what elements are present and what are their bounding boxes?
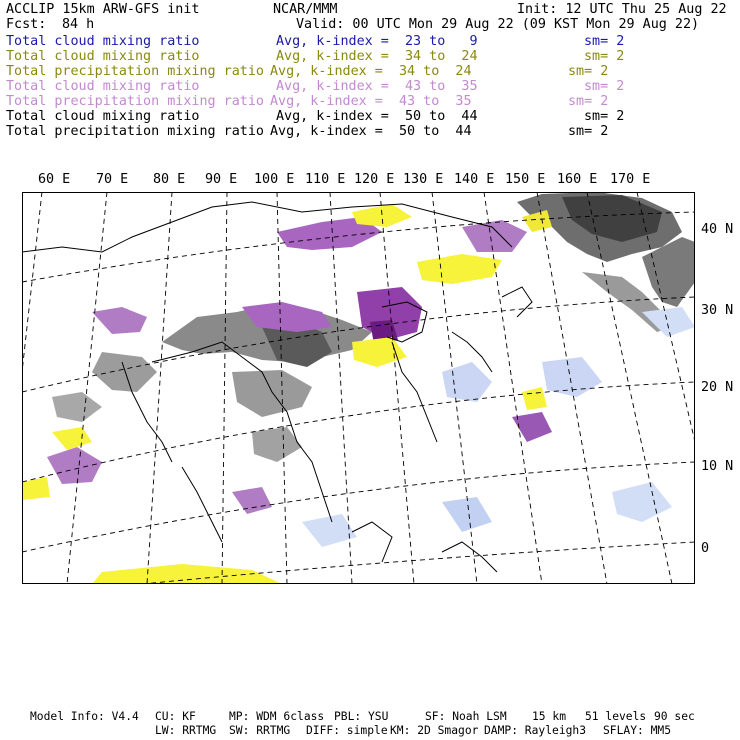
legend-row <box>6 94 734 109</box>
lon-label: 120 E <box>354 172 395 187</box>
footer-item: SW: RRTMG <box>229 724 291 737</box>
lon-label: 100 E <box>254 172 295 187</box>
organization-label: NCAR/MMM <box>273 2 338 17</box>
lat-label: 10 N <box>701 459 734 474</box>
legend-sm: sm= 2 <box>584 34 625 49</box>
lon-label: 90 E <box>205 172 238 187</box>
footer-item: LW: RRTMG <box>155 724 217 737</box>
forecast-label: Fcst: <box>6 17 47 32</box>
forecast-hour: 84 h <box>62 17 95 32</box>
legend-avg: Avg, k-index = 43 to 35 <box>270 94 472 109</box>
legend-row <box>6 124 734 139</box>
forecast-map <box>22 192 695 584</box>
legend-avg: Avg, k-index = 50 to 44 <box>276 109 478 124</box>
legend-sm: sm= 2 <box>568 124 609 139</box>
footer-item: DAMP: Rayleigh3 <box>484 724 587 737</box>
lon-label: 130 E <box>403 172 444 187</box>
footer-item: PBL: YSU <box>334 710 389 723</box>
legend-row <box>6 109 734 124</box>
footer-item: 15 km <box>532 710 567 723</box>
lon-label: 60 E <box>38 172 71 187</box>
lon-label: 140 E <box>454 172 495 187</box>
legend-field: Total cloud mixing ratio <box>6 109 200 124</box>
footer-item: KM: 2D Smagor <box>390 724 479 737</box>
lon-label: 160 E <box>557 172 598 187</box>
lat-label: 30 N <box>701 303 734 318</box>
footer-item: MP: WDM 6class <box>229 710 325 723</box>
model-title: ACCLIP 15km ARW-GFS init <box>6 2 200 17</box>
legend-row <box>6 49 734 64</box>
footer-item: CU: KF <box>155 710 196 723</box>
legend-field: Total cloud mixing ratio <box>6 49 200 64</box>
legend-avg: Avg, k-index = 43 to 35 <box>276 79 478 94</box>
legend-avg: Avg, k-index = 50 to 44 <box>270 124 472 139</box>
legend-field: Total precipitation mixing ratio <box>6 64 264 79</box>
lon-label: 110 E <box>305 172 346 187</box>
legend-field: Total precipitation mixing ratio <box>6 124 264 139</box>
lon-label: 80 E <box>153 172 186 187</box>
legend-sm: sm= 2 <box>568 64 609 79</box>
footer-item: DIFF: simple <box>306 724 388 737</box>
footer-item: SF: Noah LSM <box>425 710 507 723</box>
footer-item: 90 sec <box>654 710 695 723</box>
footer-item: 51 levels <box>585 710 647 723</box>
lon-label: 70 E <box>96 172 129 187</box>
init-time: Init: 12 UTC Thu 25 Aug 22 <box>517 2 727 17</box>
legend-row <box>6 64 734 79</box>
legend-sm: sm= 2 <box>584 79 625 94</box>
legend-sm: sm= 2 <box>568 94 609 109</box>
valid-time: Valid: 00 UTC Mon 29 Aug 22 (09 KST Mon 29 Aug 22) <box>296 17 700 32</box>
lat-label: 40 N <box>701 222 734 237</box>
legend-avg: Avg, k-index = 34 to 24 <box>276 49 478 64</box>
legend-sm: sm= 2 <box>584 49 625 64</box>
lat-label: 20 N <box>701 380 734 395</box>
legend-sm: sm= 2 <box>584 109 625 124</box>
lon-label: 170 E <box>610 172 651 187</box>
lon-label: 150 E <box>505 172 546 187</box>
legend-avg: Avg, k-index = 23 to 9 <box>276 34 478 49</box>
legend-avg: Avg, k-index = 34 to 24 <box>270 64 472 79</box>
footer-item: Model Info: V4.4 <box>30 710 139 723</box>
legend-field: Total precipitation mixing ratio <box>6 94 264 109</box>
legend-field: Total cloud mixing ratio <box>6 79 200 94</box>
legend-field: Total cloud mixing ratio <box>6 34 200 49</box>
legend-row <box>6 79 734 94</box>
lat-label: 0 <box>701 541 710 556</box>
legend-row <box>6 34 734 49</box>
footer-item: SFLAY: MM5 <box>603 724 672 737</box>
